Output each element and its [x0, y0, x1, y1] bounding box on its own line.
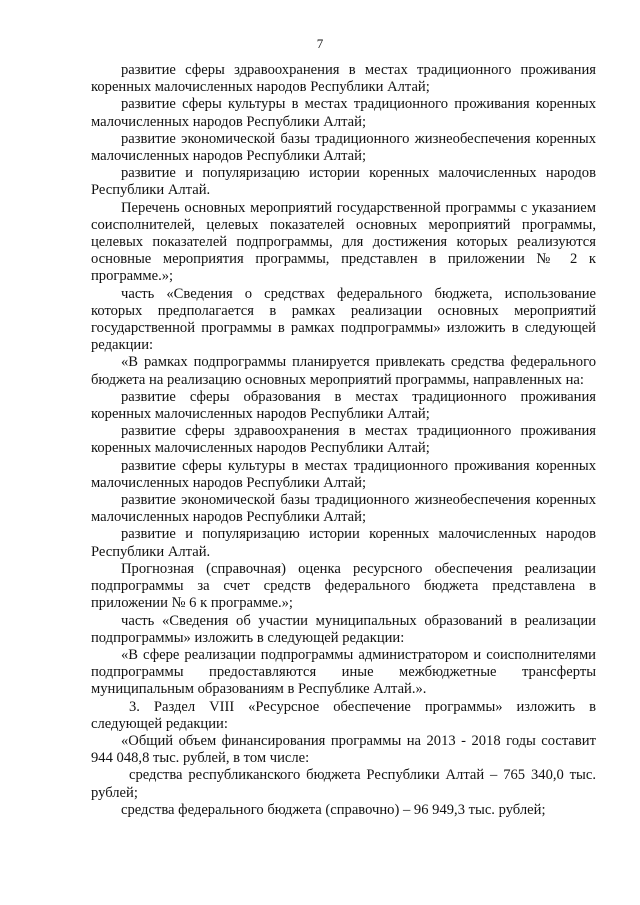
paragraph-republic-budget: средства республиканского бюджета Республики Алтай – 765 340,0 тыс. рублей;	[91, 767, 596, 801]
paragraph-total-financing: «Общий объем финансирования программы на 2013 - 2018 годы составит 944 048,8 тыс. рублей, в том числе:	[91, 732, 596, 767]
paragraph-resource-estimate: Прогнозная (справочная) оценка ресурсного обеспечения реализации подпрограммы за счет средств федерального бюджета представлена в приложении № 6 к программе.»;	[91, 560, 596, 612]
paragraph-federal-budget-part: часть «Сведения о средствах федерального бюджета, использование которых предполагается в рамках реализации основных мероприятий государственной программы в рамках подпрограммы» изложить в следующей редакции:	[91, 285, 596, 354]
paragraph-activities-list: Перечень основных мероприятий государственной программы с указанием соисполнителей, целевых показателей основных мероприятий программы, целевых показателей подпрограммы, для достижения которых реализуются основные мероприятия программы, представлен в приложении № 2 к программе.»;	[91, 199, 596, 285]
paragraph-history-2: развитие и популяризацию истории коренных малочисленных народов Республики Алтай.	[91, 526, 596, 560]
paragraph-culture-1: развитие сферы культуры в местах традиционного проживания коренных малочисленных народов Республики Алтай;	[91, 96, 596, 130]
document-body	[91, 62, 596, 819]
paragraph-municipal-transfers: «В сфере реализации подпрограммы администратором и соисполнителями подпрограммы предоставляются иные межбюджетные трансферты муниципальным образованиям в Республике Алтай.».	[91, 646, 596, 698]
paragraph-economy-1: развитие экономической базы традиционного жизнеобеспечения коренных малочисленных народов Республики Алтай;	[91, 130, 596, 165]
paragraph-healthcare-2: развитие сферы здравоохранения в местах традиционного проживания коренных малочисленных народов Республики Алтай;	[91, 423, 596, 457]
paragraph-education: развитие сферы образования в местах традиционного проживания коренных малочисленных народов Республики Алтай;	[91, 388, 596, 423]
page-number: 7	[316, 36, 324, 51]
paragraph-municipal-part: часть «Сведения об участии муниципальных образований в реализации подпрограммы» изложить в следующей редакции:	[91, 612, 596, 646]
paragraph-history-1: развитие и популяризацию истории коренных малочисленных народов Республики Алтай.	[91, 165, 596, 199]
paragraph-section-viii: 3. Раздел VIII «Ресурсное обеспечение программы» изложить в следующей редакции:	[91, 698, 596, 732]
paragraph-federal-budget: средства федерального бюджета (справочно) – 96 949,3 тыс. рублей;	[121, 801, 546, 818]
paragraph-federal-funds-intro: «В рамках подпрограммы планируется привлекать средства федерального бюджета на реализацию основных мероприятий программы, направленных на:	[91, 354, 596, 388]
paragraph-economy-2: развитие экономической базы традиционного жизнеобеспечения коренных малочисленных народов Республики Алтай;	[91, 492, 596, 526]
paragraph-culture-2: развитие сферы культуры в местах традиционного проживания коренных малочисленных народов Республики Алтай;	[91, 457, 596, 491]
paragraph-healthcare-1: развитие сферы здравоохранения в местах традиционного проживания коренных малочисленных народов Республики Алтай;	[91, 62, 596, 96]
